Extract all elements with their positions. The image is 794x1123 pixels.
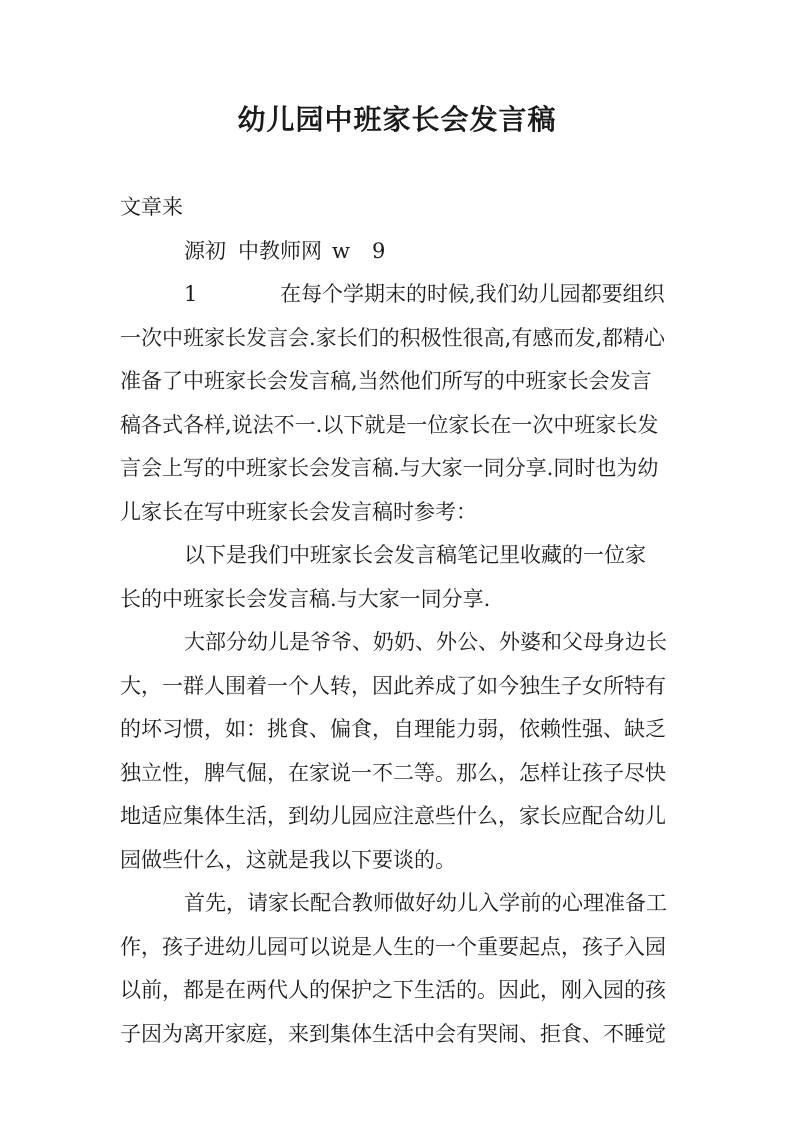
- paragraph-1-first-line: [120, 273, 676, 317]
- document-body: [120, 186, 676, 1056]
- page-title: 幼儿园中班家长会发言稿: [237, 103, 557, 136]
- source-part-d: 9: [371, 238, 386, 263]
- paragraph-3-line: 大，一群人围着一个人转，因此养成了如今独生子女所特有: [120, 673, 666, 698]
- paragraph-1-line: 言会上写的中班家长会发言稿.与大家一同分享.同时也为幼: [120, 456, 659, 480]
- paragraph-4-line: 作，孩子进幼儿园可以说是人生的一个重要起点，孩子入园: [120, 934, 666, 959]
- paragraph-4-line: 子因为离开家庭，来到集体生活中会有哭闹、拒食、不睡觉: [120, 1021, 666, 1046]
- source-line-2: [120, 230, 676, 274]
- paragraph-1-line: 稿各式各样,说法不一.以下就是一位家长在一次中班家长发: [120, 412, 659, 437]
- source-line-1: 文章来: [120, 195, 183, 219]
- paragraph-number: 1: [184, 282, 198, 306]
- source-part-b: 中教师网: [238, 238, 322, 263]
- paragraph-3-line: 独立性，脾气倔，在家说一不二等。那么，怎样让孩子尽快: [120, 760, 666, 785]
- paragraph-2-line: 以下是我们中班家长会发言稿笔记里收藏的一位家: [184, 543, 646, 567]
- paragraph-1-line: 一次中班家长发言会.家长们的积极性很高,有感而发,都精心: [120, 325, 666, 350]
- source-part-a: 源初: [184, 238, 226, 263]
- paragraph-2-line: 长的中班家长会发言稿.与大家一同分享.: [120, 586, 491, 611]
- paragraph-1-line: 准备了中班家长会发言稿,当然他们所写的中班家长会发言: [120, 369, 652, 393]
- paragraph-4-line: 以前，都是在两代人的保护之下生活的。因此，刚入园的孩: [120, 978, 666, 1002]
- paragraph-3-line: 地适应集体生活，到幼儿园应注意些什么，家长应配合幼儿: [120, 804, 666, 828]
- source-part-c: w: [332, 238, 350, 263]
- paragraph-3-line: 大部分幼儿是爷爷、奶奶、外公、外婆和父母身边长: [184, 630, 667, 654]
- paragraph-1-line: 儿家长在写中班家长会发言稿时参考：: [120, 499, 477, 524]
- paragraph-3-line: 园做些什么，这就是我以下要谈的。: [120, 847, 456, 872]
- paragraph-3-line: 的坏习惯，如：挑食、偏食，自理能力弱，依赖性强、缺乏: [120, 717, 666, 741]
- paragraph-4-line: 首先，请家长配合教师做好幼儿入学前的心理准备工: [184, 891, 667, 915]
- paragraph-1-first-text: 在每个学期末的时候,我们幼儿园都要组织: [280, 282, 665, 306]
